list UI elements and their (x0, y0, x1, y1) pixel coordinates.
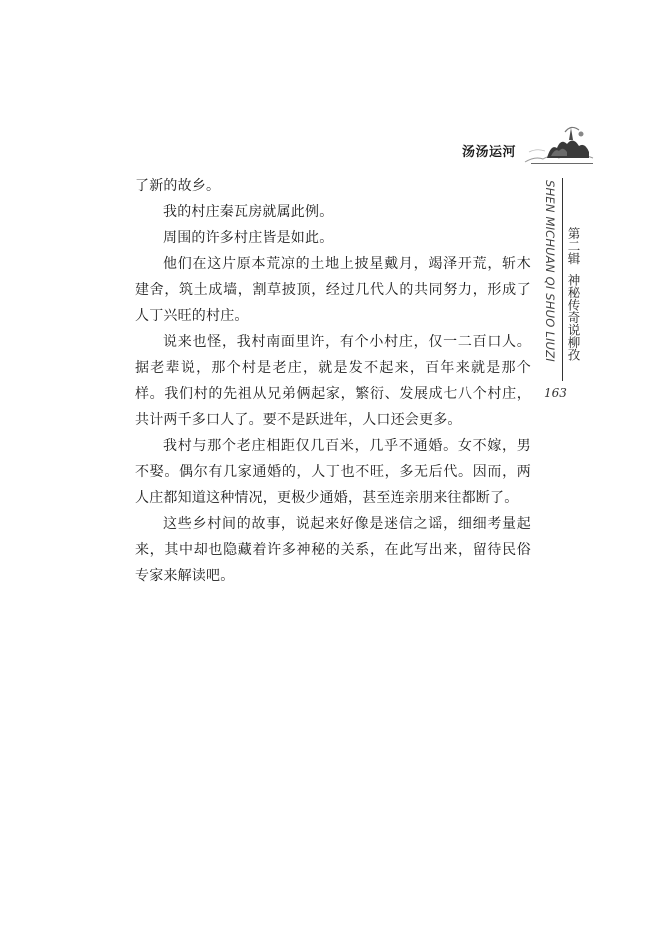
paragraph: 我村与那个老庄相距仅几百米，几乎不通婚。女不嫁，男不娶。偶尔有几家通婚的，人丁也不旺，多无后代。因而，两人庄都知道这种情况，更极少通婚，甚至连亲朋来往都断了。 (135, 438, 531, 506)
paragraph: 周围的许多村庄皆是如此。 (163, 230, 334, 246)
section-title: 神秘传奇说柳孜 (566, 273, 581, 361)
paragraph: 他们在这片原本荒凉的土地上披星戴月，竭泽开荒，斩木建舍，筑土成墙，割草披顶，经过几代人的共同努力，形成了人丁兴旺的村庄。 (135, 256, 531, 324)
running-header-title: 汤汤运河 (462, 145, 517, 160)
vertical-divider (562, 178, 563, 381)
paragraph: 这些乡村间的故事，说起来好像是迷信之谣，细细考量起来，其中却也隐藏着许多神秘的关系，在此写出来，留待民俗专家来解读吧。 (135, 516, 531, 584)
header-rule (531, 163, 593, 164)
vertical-section-label (565, 227, 581, 361)
body-text (135, 173, 531, 589)
page-number: 163 (544, 386, 567, 400)
vertical-latin-title: SHEN MICHUAN QI SHUO LIUZI (543, 180, 557, 362)
section-number: 第二辑 (566, 227, 581, 265)
ink-landscape-icon (521, 118, 595, 168)
paragraph: 我的村庄秦瓦房就属此例。 (163, 204, 334, 220)
paragraph: 了新的故乡。 (135, 178, 221, 194)
paragraph: 说来也怪，我村南面里许，有个小村庄，仅一二百口人。据老辈说，那个村是老庄，就是发不起来，百年来就是那个样。我们村的先祖从兄弟俩起家，繁衍、发展成七八个村庄，共计两千多口人了。要不是跃进年，人口还会更多。 (135, 334, 531, 428)
